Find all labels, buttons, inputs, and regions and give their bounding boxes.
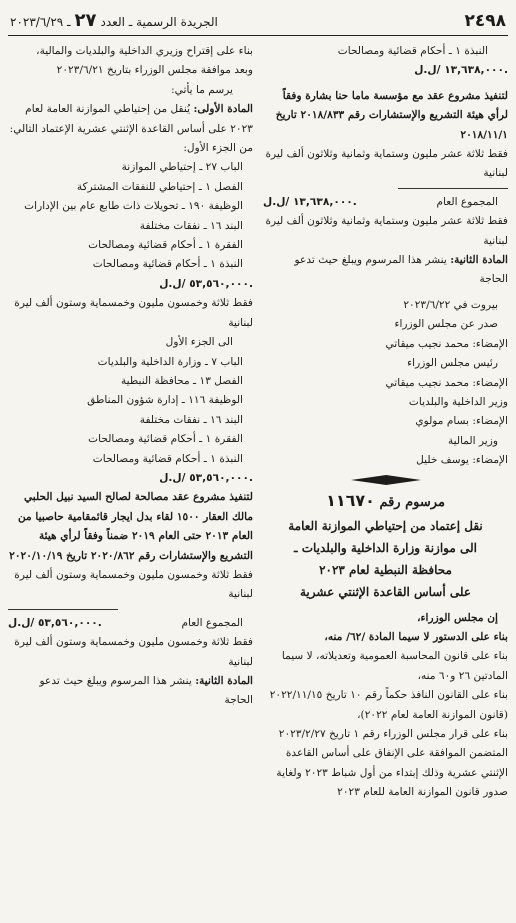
text-line: صدر عن مجلس الوزراء [394,318,498,331]
decree-title: محافظة النبطية لعام ٢٠٢٣ [319,562,452,577]
budget-line: النبذة ١ ـ أحكام قضائية ومصالحات [92,452,243,465]
signature: الإمضاء: محمد نجيب ميقاتي [385,376,508,389]
budget-line: الوظيفة ١٩٠ ـ تحويلات ذات طابع عام بين الإدارات [24,200,243,213]
paragraph: فقط ثلاثة وخمسون مليون وخمسماية وستون ألف ليرة لبنانية [14,568,253,601]
budget-line: النبذة ١ ـ أحكام قضائية ومصالحات [92,258,243,271]
total-row [8,614,253,633]
signature: الإمضاء: بسام مولوي [415,415,508,428]
budget-line: الفصل ١ ـ إحتياطي للنفقات المشتركة [76,180,243,193]
journal-title [10,10,218,31]
decree-title: الى موازنة وزارة الداخلية والبلديات ـ [294,540,477,555]
text-line: النبذة ١ ـ أحكام قضائية ومصالحات [337,45,488,57]
paragraph: فقط ثلاثة عشر مليون وستماية وثمانية وثلاثون ألف ليرة لبنانية [265,215,508,247]
divider [398,188,508,189]
article-two [8,672,253,711]
date-line: بيروت في ٢٠٢٣/٦/٢٢ [403,298,498,311]
article-body: يُنقل من إحتياطي الموازنة العامة لعام ٢٠٢٣ على أساس القاعدة الإثنتي عشرية الإعتماد التالي: [9,103,253,135]
article-title: المادة الأولى: [193,103,253,116]
right-column [263,42,508,803]
decree-heading [263,489,508,515]
issue-date: ـ ٢٠٢٣/٦/٢٩ [10,15,71,29]
total-label: المجموع العام [181,616,243,629]
budget-line: البند ١٦ ـ نفقات مختلفة [139,219,243,232]
decree-number: ١١٦٧٠ [326,490,375,510]
article-body: ينشر هذا المرسوم ويبلغ حيث تدعو الحاجة [294,254,508,286]
divider [8,609,118,610]
separator-ornament [263,475,508,485]
budget-line: الفقرة ١ ـ أحكام قضائية ومصالحات [88,433,243,446]
text-line: الى الجزء الأول [165,336,233,349]
clause: بناء على الدستور لا سيما المادة /٦٢/ منه، [324,630,508,643]
paragraph: فقط ثلاثة وخمسون مليون وخمسماية وستون ألف ليرة لبنانية [14,636,253,668]
total-amount: ٥٣,٥٦٠,٠٠٠ /ل.ل. [8,616,102,629]
issue-number: ٢٧ [74,10,97,31]
amount: ٥٣,٥٦٠,٠٠٠ /ل.ل. [159,471,253,484]
decree-title: نقل إعتماد من إحتياطي الموازنة العامة [288,518,483,533]
text-line: وزير الداخلية والبلديات [408,395,508,408]
text-line: رئيس مجلس الوزراء [407,357,498,370]
text-line: وزير المالية [447,434,498,447]
article-title: المادة الثانية: [195,675,253,687]
text-line: من الجزء الأول: [183,142,253,155]
budget-line: الفصل ١٣ ـ محافظة النبطية [120,374,243,387]
signature: الإمضاء: محمد نجيب ميقاتي [385,337,508,350]
total-label: المجموع العام [436,195,498,208]
paragraph: لتنفيذ مشروع عقد مع مؤسسة ماما حنا بشارة وفقاً لرأي هيئة التشريع والإستشارات رقم ٢٠١٨/٨٣٣ تاريخ ٢٠١٨/١١/١ [275,89,508,141]
amount: ٥٣,٥٦٠,٠٠٠ /ل.ل. [159,277,253,290]
decree-title: على أساس القاعدة الإثنتي عشرية [299,584,472,599]
signature: الإمضاء: يوسف خليل [416,454,508,467]
budget-line: الوظيفة ١١٦ ـ إدارة شؤون المناطق [87,394,243,407]
paragraph: وبعد موافقة مجلس الوزراء بتاريخ ٢٠٢٣/٦/٢١ [56,64,253,77]
decrees-line: يرسم ما يأتي: [171,83,233,96]
clause: بناء على قرار مجلس الوزراء رقم ١ تاريخ ٢٠٢٣/٢/٢٧ المتضمن الموافقة على الإنفاق على أساس القاعدة الإثنتي عشرية وذلك إبتداء من أول شباط ٢٠٢٣ ولغاية صدور قانون الموازنة العامة للعام ٢٠٢٣ [276,727,508,799]
council-line: إن مجلس الوزراء، [417,611,498,624]
budget-line: الباب ٢٧ ـ إحتياطي الموازنة [121,161,243,174]
amount: ١٣,٦٣٨,٠٠٠ /ل.ل. [414,64,508,77]
total-amount: ١٣,٦٣٨,٠٠٠ /ل.ل. [263,195,357,208]
article-two [263,251,508,290]
page-header [8,6,508,36]
article-body: ينشر هذا المرسوم ويبلغ حيث تدعو الحاجة [39,675,253,707]
article-one [8,100,253,139]
total-row [263,193,508,212]
article-title: المادة الثانية: [450,254,508,267]
budget-line: الفقرة ١ ـ أحكام قضائية ومصالحات [88,239,243,252]
paragraph: فقط ثلاثة عشر مليون وستماية وثمانية وثلاثون ألف ليرة لبنانية [265,148,508,180]
clause: بناء على القانون النافذ حكماً رقم ١٠ تاريخ ٢٠٢٢/١١/١٥ (قانون الموازنة العامة لعام ٢٠٢٢)، [269,689,508,721]
paragraph: فقط ثلاثة وخمسون مليون وخمسماية وستون ألف ليرة لبنانية [14,297,253,329]
journal-name: الجريدة الرسمية ـ العدد [100,15,218,29]
two-columns [8,42,508,803]
left-column [8,42,253,803]
page-number: ٢٤٩٨ [464,10,506,31]
decree-label: مرسوم رقم [379,494,445,510]
clause: بناء على قانون المحاسبة العمومية وتعديلاته، لا سيما المادتين ٢٦ و٦٠ منه، [281,650,508,682]
paragraph: بناء على إقتراح وزيري الداخلية والبلديات والمالية، [36,45,253,57]
budget-line: البند ١٦ ـ نفقات مختلفة [139,413,243,426]
paragraph: لتنفيذ مشروع عقد مصالحة لصالح السيد نبيل الحلبي مالك العقار ١٥٠٠ لقاء بدل ايجار قائمقامية حاصبيا من العام ٢٠١٣ حتى العام ٢٠١٩ ضمناً وفقاً لرأي هيئة التشريع والإستشارات رقم ٢٠٢٠/٨٦٢ تاريخ ٢٠٢٠/١٠/١٩ [9,491,253,562]
budget-line: الباب ٧ ـ وزارة الداخلية والبلديات [97,355,243,368]
